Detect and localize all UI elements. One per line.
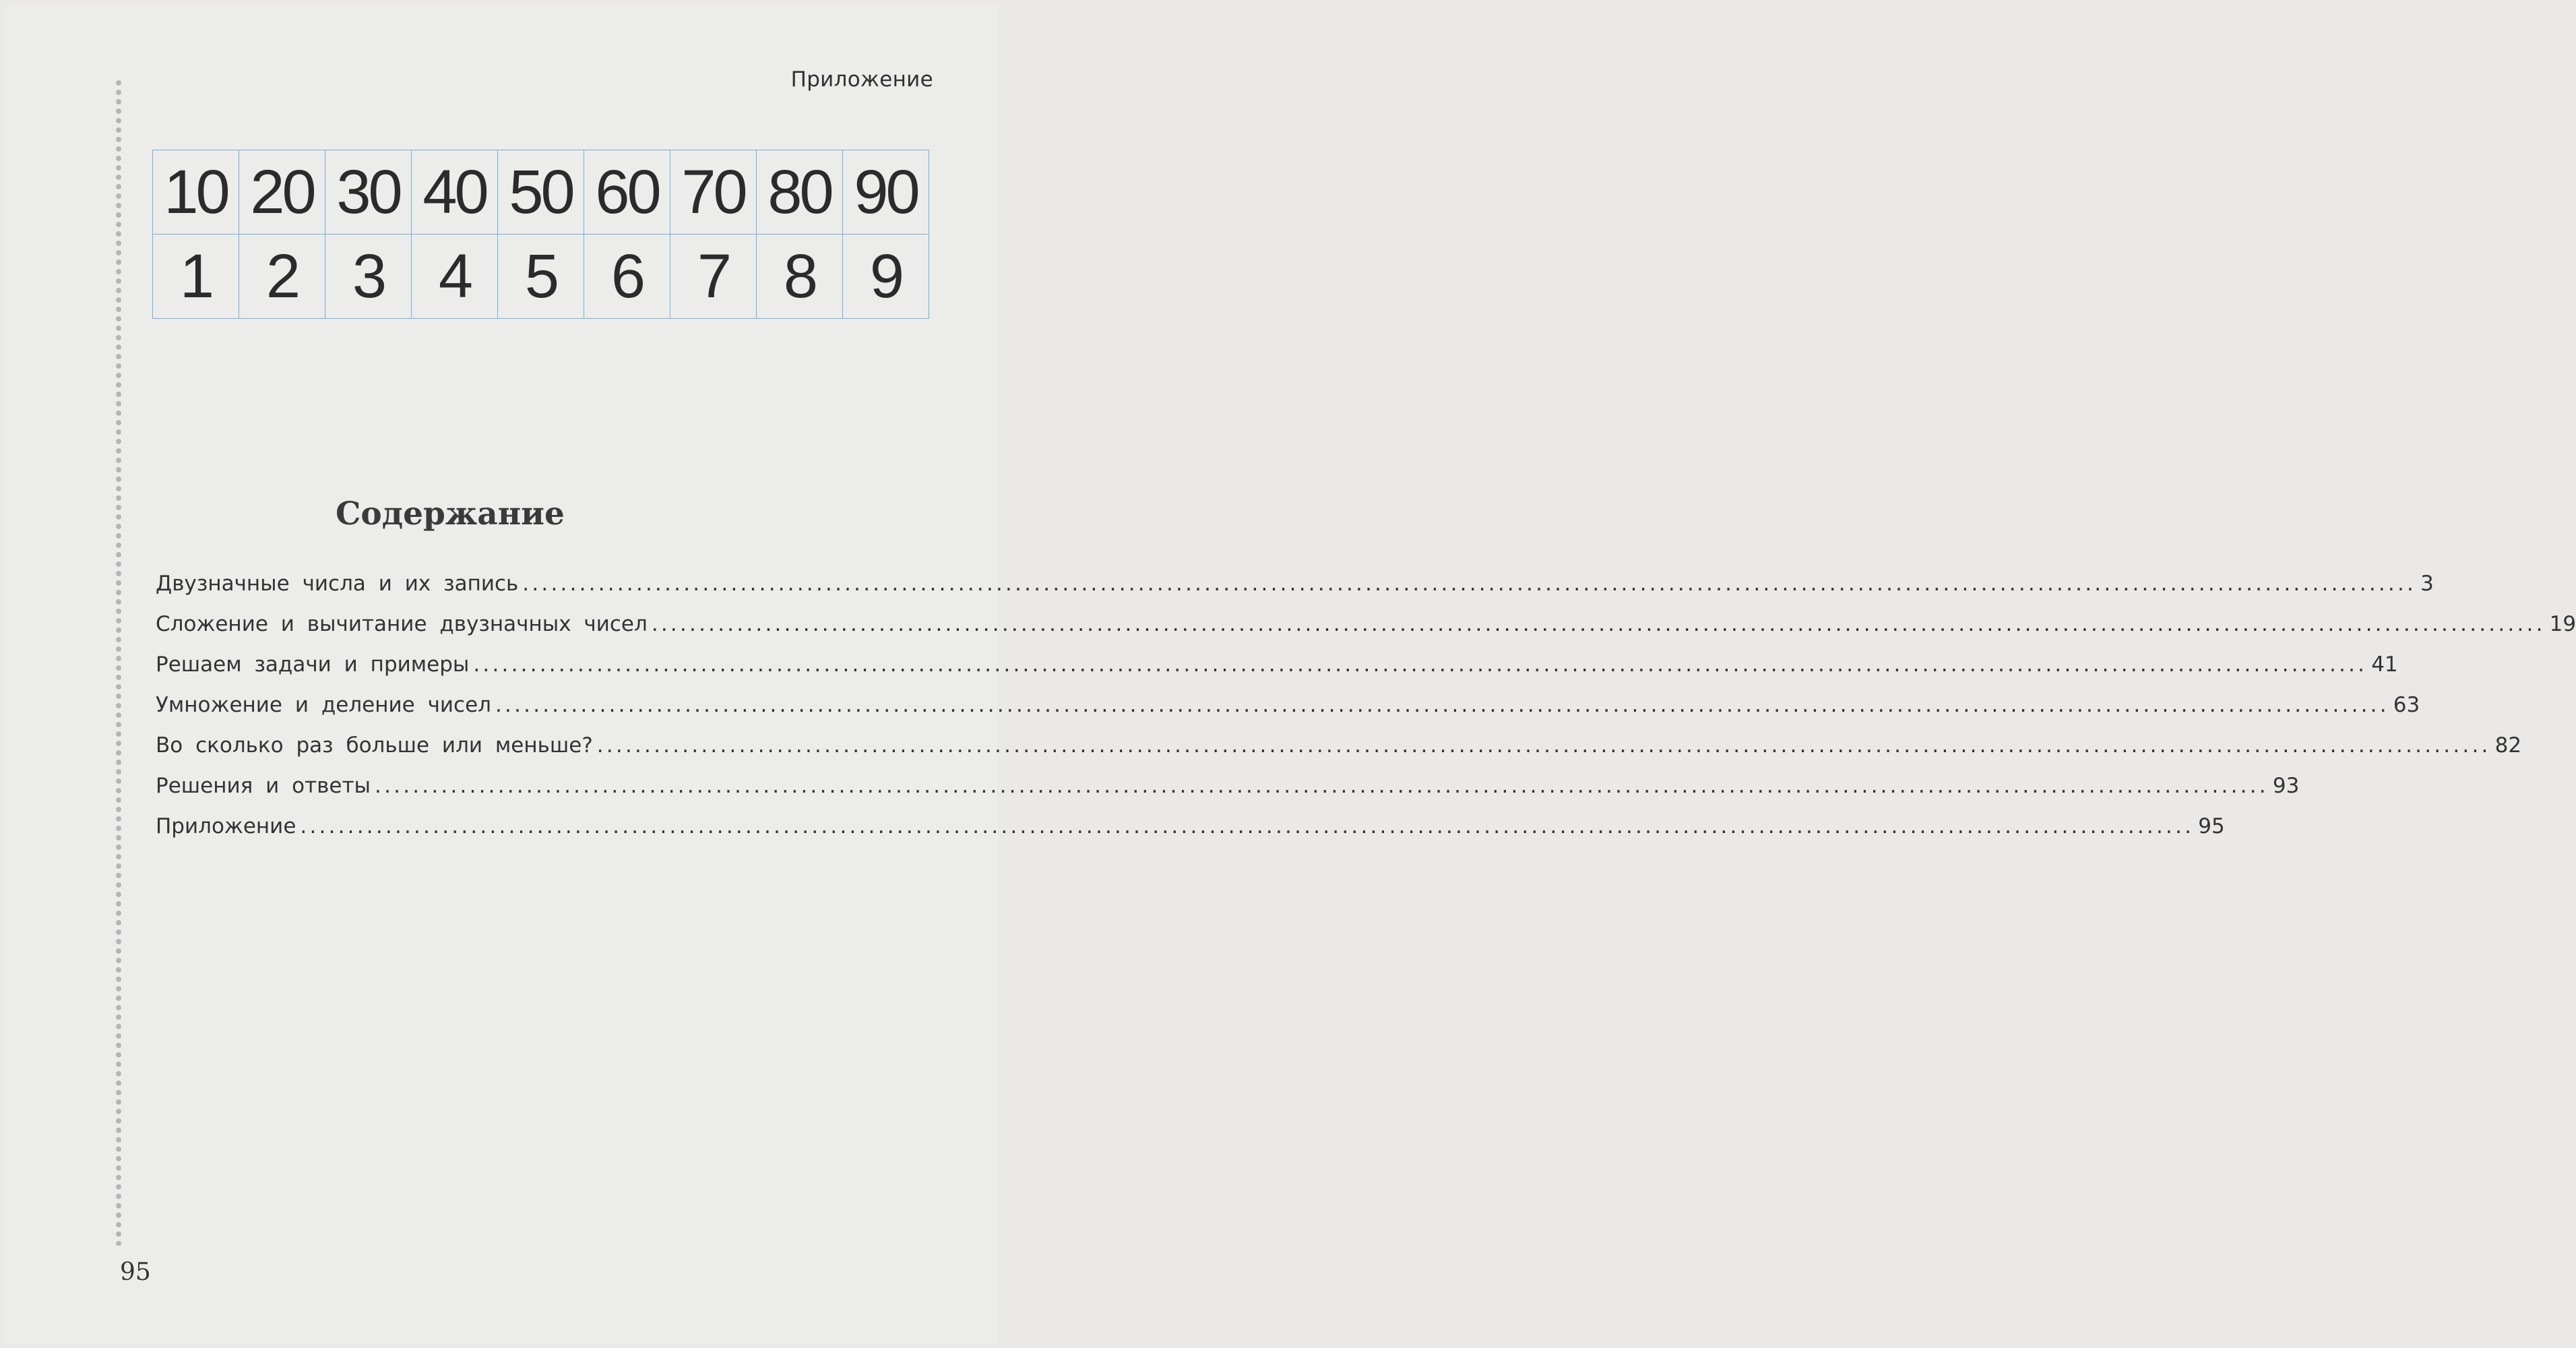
dot-leader: ........................................................................................................................................................................................................ — [495, 693, 2389, 717]
toc-list — [156, 572, 2576, 855]
toc-entry-label: Приложение — [156, 814, 296, 838]
toc-entry-label: Сложение и вычитание двузначных чисел — [156, 612, 648, 636]
toc-entry-page: 95 — [2198, 814, 2225, 838]
units-cell: 6 — [584, 235, 670, 319]
tens-cell: 40 — [412, 150, 498, 235]
tens-cell: 80 — [757, 150, 843, 235]
toc-title: Содержание — [336, 495, 565, 532]
toc-entry[interactable] — [156, 612, 2576, 652]
units-cell: 4 — [412, 235, 498, 319]
units-row — [153, 235, 929, 319]
binding-dots — [115, 78, 123, 1246]
toc-entry[interactable] — [156, 652, 2398, 693]
toc-entry[interactable] — [156, 814, 2225, 855]
units-cell: 5 — [498, 235, 584, 319]
number-table — [152, 150, 929, 319]
units-cell: 2 — [239, 235, 325, 319]
toc-entry[interactable] — [156, 572, 2434, 612]
dot-leader: ........................................................................................................................................................................................................ — [596, 733, 2491, 758]
toc-entry-label: Двузначные числа и их запись — [156, 572, 519, 596]
dot-leader: ........................................................................................................................................................................................................ — [473, 652, 2368, 677]
tens-cell: 90 — [843, 150, 929, 235]
units-cell: 8 — [757, 235, 843, 319]
page-number: 95 — [120, 1258, 151, 1286]
tens-cell: 50 — [498, 150, 584, 235]
toc-entry[interactable] — [156, 733, 2522, 774]
tens-cell: 30 — [325, 150, 412, 235]
toc-entry-label: Решаем задачи и примеры — [156, 652, 470, 677]
toc-entry-page: 82 — [2494, 733, 2522, 758]
running-head: Приложение — [790, 67, 933, 92]
units-cell: 1 — [153, 235, 239, 319]
toc-entry-page: 63 — [2393, 693, 2420, 717]
dot-leader: ........................................................................................................................................................................................................ — [375, 774, 2269, 798]
tens-cell: 70 — [670, 150, 757, 235]
dot-leader: ........................................................................................................................................................................................................ — [300, 814, 2195, 838]
toc-entry[interactable] — [156, 693, 2420, 733]
tens-cell: 60 — [584, 150, 670, 235]
tens-cell: 20 — [239, 150, 325, 235]
units-cell: 9 — [843, 235, 929, 319]
toc-entry-page: 41 — [2371, 652, 2398, 677]
dot-leader: ........................................................................................................................................................................................................ — [651, 612, 2546, 636]
units-cell: 7 — [670, 235, 757, 319]
tens-row — [153, 150, 929, 235]
dot-leader: ........................................................................................................................................................................................................ — [522, 572, 2417, 596]
toc-entry-label: Во сколько раз больше или меньше? — [156, 733, 593, 758]
toc-entry-label: Умножение и деление чисел — [156, 693, 491, 717]
toc-entry-page: 3 — [2420, 572, 2434, 596]
units-cell: 3 — [325, 235, 412, 319]
tens-cell: 10 — [153, 150, 239, 235]
toc-entry[interactable] — [156, 774, 2300, 814]
toc-entry-label: Решения и ответы — [156, 774, 371, 798]
toc-entry-page: 19 — [2549, 612, 2576, 636]
toc-entry-page: 93 — [2272, 774, 2300, 798]
